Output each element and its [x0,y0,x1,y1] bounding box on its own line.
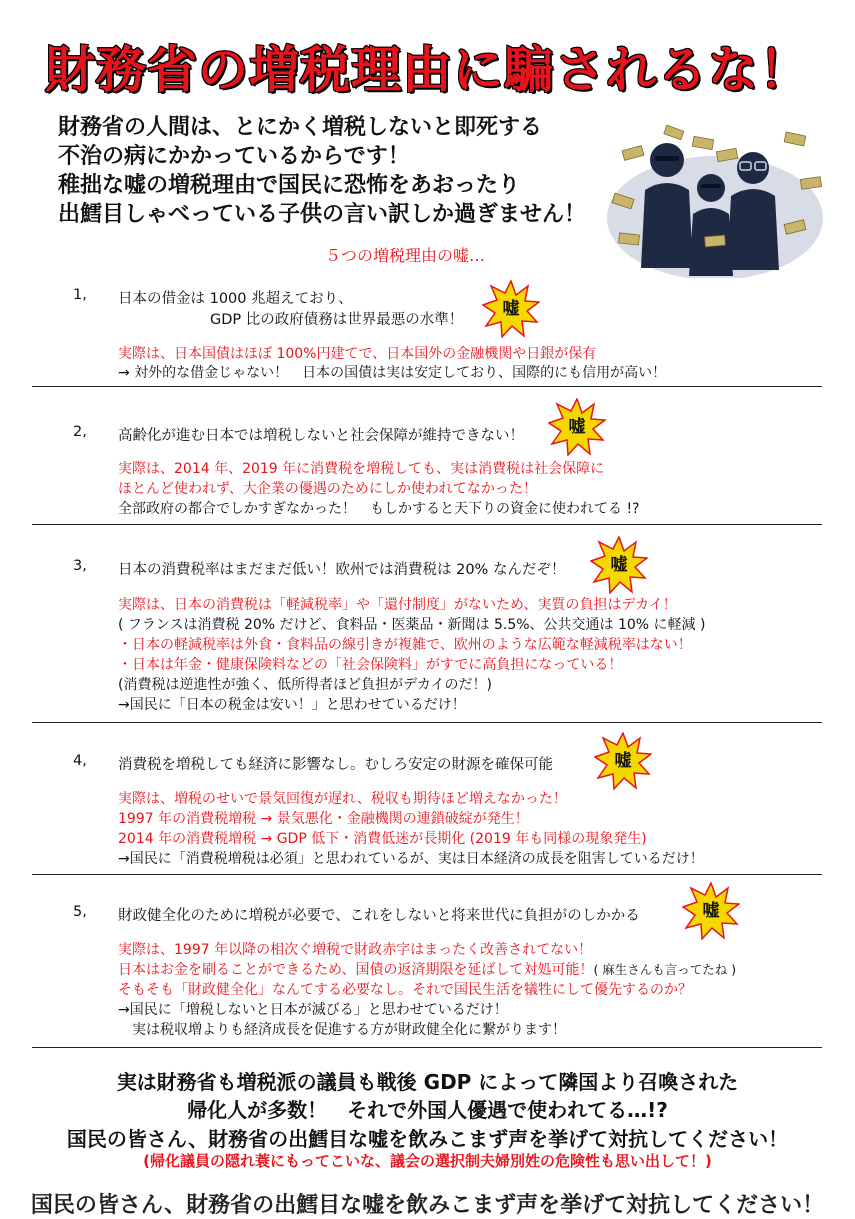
section-divider [32,722,822,723]
intro-line: 財務省の人間は、とにかく増税しないと即死する [58,115,543,140]
section-number: 2, [73,424,87,440]
fact-line: →国民に「増税しないと日本が滅びる」と思わせているだけ！ [118,1002,508,1018]
fact-line: 1997 年の消費税増税 → 景気悪化・金融機関の連鎖破綻が発生！ [118,811,529,827]
intro-line: 稚拙な嘘の増税理由で国民に恐怖をあおったり [58,173,521,198]
fact-line: ほとんど使われず、大企業の優遇のためにしか使われてなかった！ [118,481,537,497]
badge-label: 嘘 [614,751,632,771]
page-title: 財務省の増税理由に騙されるな！ [45,41,810,99]
fact-line: 2014 年の消費税増税 → GDP 低下・消費低迷が長期化 (2019 年も同様の現象発生) [118,831,647,847]
section-divider [32,386,822,387]
fact-line: ( フランスは消費税 20% だけど、食料品・医薬品・新聞は 5.5%、公共交通は 10% に軽減 ) [118,617,706,633]
claim-text: 高齢化が進む日本では増税しないと社会保障が維持できない！ [118,428,524,444]
fact-line-aside: ( 麻生さんも言ってたね ) [593,962,737,977]
lie-badge [548,398,606,456]
footer-line: 帰化人が多数！ それで外国人優遇で使われてる…!? [187,1098,668,1122]
footer-note: (帰化議員の隠れ蓑にもってこいな、議会の選択制夫婦別姓の危険性も思い出して！) [143,1152,712,1170]
section-number: 5, [73,904,87,920]
section-divider [32,524,822,525]
fact-line: 全部政府の都合でしかすぎなかった！ もしかすると天下りの資金に使われてる !? [118,501,640,517]
officials-with-money-illustration [605,118,835,282]
badge-label: 嘘 [568,417,586,437]
footer-line: 国民の皆さん、財務省の出鱈目な嘘を飲みこまず声を挙げて対抗してください！ [66,1127,789,1151]
section-number: 1, [73,287,87,303]
claim-text: 日本の借金は 1000 兆超えており、 [118,291,353,307]
lie-badge [682,882,740,940]
claim-text: 消費税を増税しても経済に影響なし。むしろ安定の財源を確保可能 [118,757,553,773]
footer-line: 実は財務省も増税派の議員も戦後 GDP によって隣国より召喚された [116,1070,739,1094]
intro-line: 出鱈目しゃべっている子供の言い訳しか過ぎません！ [58,202,587,227]
fact-line: ・日本の軽減税率は外食・食料品の線引きが複雑で、欧州のような広範な軽減税率はない！ [118,637,692,653]
claim-text: 財政健全化のために増税が必要で、これをしないと将来世代に負担がのしかかる [118,908,640,924]
fact-line: ・日本は年金・健康保険料などの「社会保険料」がすでに高負担になっている！ [118,657,623,673]
footer-line-cutoff: 国民の皆さん、財務省の出鱈目な嘘を飲みこまず声を挙げて対抗してください！ [30,1193,825,1218]
section-divider [32,874,822,875]
fact-line-main: 日本はお金を刷ることができるため、国債の返済期限を延ばして対処可能！ [118,962,594,978]
section-divider [32,1047,822,1048]
fact-line: 実際は、増税のせいで景気回復が遅れ、税収も期待ほど増えなかった！ [118,791,567,807]
fact-line: 実際は、日本の消費税は「軽減税率」や「還付制度」がないため、実質の負担はデカイ！ [118,597,677,613]
fact-line: 実は税収増よりも経済成長を促進する方が財政健全化に繋がります！ [118,1022,566,1038]
intro-line: 不治の病にかかっているからです！ [58,144,410,169]
claim-text: 日本の消費税率はまだまだ低い！欧州では消費税は 20% なんだぞ！ [118,562,566,578]
reasons-heading: ５つの増税理由の嘘… [325,246,486,265]
badge-label: 嘘 [702,901,720,921]
badge-label: 嘘 [610,555,628,575]
fact-line [118,959,736,979]
claim-text: GDP 比の政府債務は世界最悪の水準！ [210,312,464,328]
fact-line: そもそも「財政健全化」なんてする必要なし。それで国民生活を犠牲にして優先するのか？ [118,982,692,998]
lie-badge [590,536,648,594]
fact-line: 実際は、1997 年以降の相次ぐ増税で財政赤字はまったく改善されてない！ [118,942,593,958]
lie-badge [594,732,652,790]
fact-line: (消費税は逆進性が強く、低所得者ほど負担がデカイのだ！) [118,677,492,693]
fact-line: 実際は、日本国債はほぼ 100%円建てで、日本国外の金融機関や日銀が保有 [118,346,597,362]
fact-line: → 対外的な借金じゃない！ 日本の国債は実は安定しており、国際的にも信用が高い！ [118,365,667,381]
section-number: 3, [73,558,87,574]
fact-line: →国民に「消費税増税は必須」と思われているが、実は日本経済の成長を阻害しているだけ！ [118,851,704,867]
section-number: 4, [73,753,87,769]
fact-line: →国民に「日本の税金は安い！」と思わせているだけ！ [118,697,466,713]
fact-line: 実際は、2014 年、2019 年に消費税を増税しても、実は消費税は社会保障に [118,461,605,477]
lie-badge [482,280,540,338]
intro-text [58,113,586,229]
badge-label: 嘘 [502,299,520,319]
